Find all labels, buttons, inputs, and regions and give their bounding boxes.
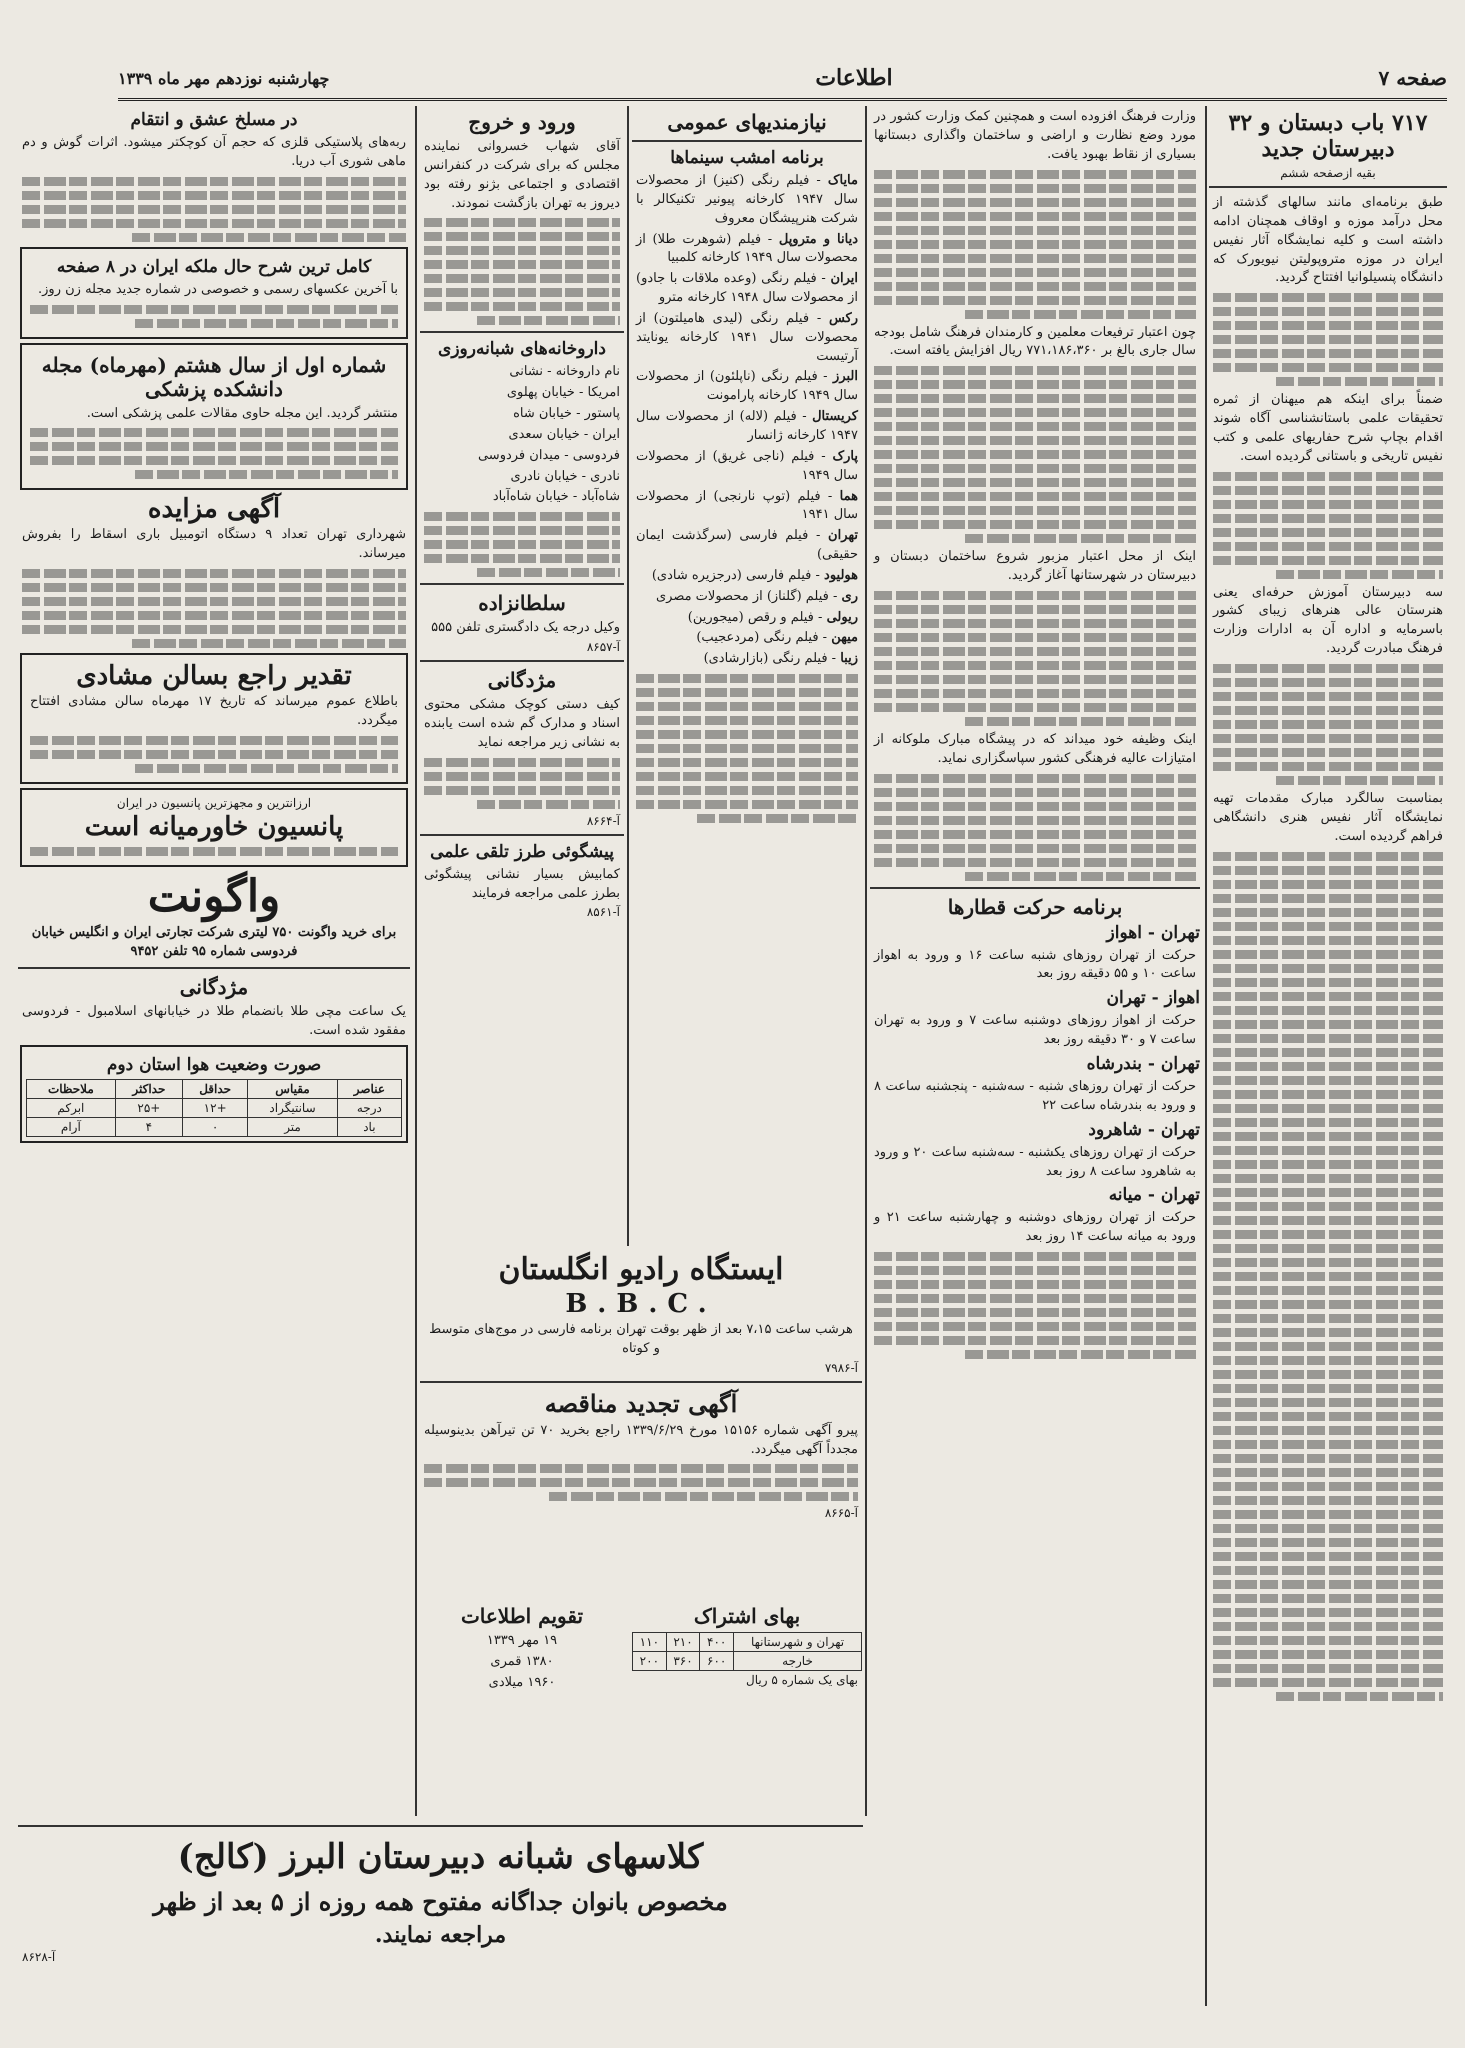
- weather-box: [20, 1045, 408, 1143]
- train-route-text: حرکت از تهران روزهای شنبه ساعت ۱۶ و ورود به اهواز ساعت ۱۰ و ۵۵ دقیقه روز بعد: [874, 947, 1196, 982]
- cinema-program: فیلم رنگی (ناپلئون) از محصولات سال ۱۹۴۹ کارخانه پارامونت: [636, 369, 858, 404]
- ad-text: کیف دستی کوچک مشکی محتوی اسناد و مدارک گم شده است یابنده به نشانی زیر مراجعه نماید: [424, 697, 620, 750]
- ad-text: وکیل درجه یک دادگستری تلفن ۵۵۵: [431, 620, 620, 636]
- cinema-name: رکس: [828, 310, 858, 326]
- cinema-name: ری: [841, 588, 858, 604]
- radio-text: هرشب ساعت ۷،۱۵ بعد از ظهر بوقت تهران برنامه فارسی در موج‌های متوسط و کوتاه: [429, 1322, 853, 1356]
- cinema-program: فیلم (گلناز) از محصولات مصری: [655, 588, 829, 604]
- calendar-title: تقویم اطلاعات: [460, 1604, 584, 1628]
- ad-text: منتشر گردید. این مجله حاوی مقالات علمی پزشکی است.: [86, 405, 398, 421]
- tender-text: پیرو آگهی شماره ۱۵۱۵۶ مورخ ۱۳۳۹/۶/۲۹ راجع بخرید ۷۰ تن تیرآهن بدینوسیله مجدداً آگهی میگردد.: [424, 1422, 858, 1457]
- ad-title: واگونت: [147, 870, 281, 922]
- cinema-name: زیبا: [840, 651, 858, 667]
- cinema-name: تهران: [828, 528, 858, 544]
- train-route-text: حرکت از تهران روزهای دوشنبه و چهارشنبه ساعت ۲۱ و ورود به میانه ساعت ۱۴ روز بعد: [874, 1210, 1196, 1245]
- newspaper-name: اطلاعات: [815, 65, 893, 91]
- cinema-name: البرز: [833, 369, 858, 385]
- pharmacy-item: نام داروخانه - نشانی: [509, 364, 620, 380]
- subscription-note: بهای یک شماره ۵ ریال: [746, 1673, 858, 1687]
- ad-box: [20, 247, 408, 339]
- subscription-table: [632, 1632, 862, 1671]
- calendar-box: [420, 1600, 624, 1810]
- tender-code: آ-۸۶۶۵: [824, 1506, 858, 1521]
- ad-box: [20, 788, 408, 867]
- train-route-text: حرکت از تهران روزهای شنبه - سه‌شنبه - پنجشنبه ساعت ۸ و ورود به بندرشاه ساعت ۲۲: [874, 1078, 1196, 1113]
- article-paragraph: طبق برنامه‌ای مانند سالهای گذشته از محل درآمد موزه و اوقاف همچنان ادامه داشته است و کلیه نمایشگاه آثار نفیس ایران در موزه متروپولیتن نیویورک که دانشگاه پنسیلوانیا افتتاح گردید.: [1213, 195, 1443, 286]
- train-schedule-title: برنامه حرکت قطارها: [947, 894, 1123, 919]
- train-route: تهران - شاهرود: [1088, 1119, 1200, 1140]
- table-row: تهران و شهرستانها ۴۰۰ ۲۱۰ ۱۱۰: [633, 1633, 862, 1652]
- ad-text: ارزانترین و مجهزترین پانسیون در ایران: [116, 795, 312, 810]
- cinema-program: فیلم و رقص (میجورین): [687, 609, 814, 625]
- ad-text: کمابیش بسیار نشانی پیشگوئی بطرز علمی مراجعه فرمایند: [424, 866, 620, 901]
- article-subtitle: بقیه ازصفحه ششم: [1280, 166, 1376, 180]
- subscription-box: [632, 1600, 862, 1810]
- weather-table: [26, 1079, 402, 1137]
- announcements-column: [420, 106, 624, 1246]
- radio-code: آ-۷۹۸۶: [824, 1360, 858, 1375]
- article-paragraph: ضمناً برای اینکه هم میهنان از ثمره تحقیقات علمی باستانشناسی آگاه شوند اقدام بچاپ شرح حفاریهای علمی و کتب نفیس تاریخی و باستانی گردیده است.: [1213, 392, 1443, 464]
- article-paragraph: بمناسبت سالگرد مبارک مقدمات تهیه نمایشگاه آثار نفیس هنری دانشگاهی فراهم گردیده است.: [1213, 790, 1443, 844]
- article-paragraph: چون اعتبار ترفیعات معلمین و کارمندان فرهنگ شامل بودجه سال جاری بالغ بر ۷۷۱،۱۸۶،۳۶۰ ریال افزایش یافته است.: [874, 324, 1196, 359]
- ad-title: مژدگانی: [487, 668, 557, 693]
- cinema-program: فیلم (شوهرت طلا) از محصولات سال ۱۹۴۹ کارخانه کلمبیا: [636, 231, 858, 266]
- article-paragraph: اینک از محل اعتبار مزبور شروع ساختمان دبستان و دبیرستان در شهرستانها آغاز گردید.: [874, 549, 1196, 584]
- calendar-row: ۱۹۶۰ میلادی: [488, 1674, 556, 1690]
- issue-date: چهارشنبه نوزدهم مهر ماه ۱۳۳۹: [118, 68, 330, 88]
- ad-title: شماره اول از سال هشتم (مهرماه) مجله دانشکده پزشکی: [41, 352, 387, 401]
- article-paragraph: وزارت فرهنگ افزوده است و همچنین کمک وزارت کشور در مورد وضع نظارت و اراضی و ساختمان واگذاری دبستانها بسیاری از نقاط بهبود یافت.: [874, 109, 1196, 162]
- cinema-name: مایاک: [827, 173, 858, 188]
- ad-text: ربه‌های پلاستیکی قلزی که حجم آن کوچکتر میشود. اثرات گوش و دم ماهی شوری آب دریا.: [22, 135, 406, 169]
- cinema-name: هولیود: [824, 567, 858, 583]
- ad-title: تقدیر راجع بسالن مشادی: [76, 661, 352, 692]
- train-route: تهران - اهواز: [1106, 922, 1200, 943]
- pharmacy-item: امریکا - خیابان پهلوی: [506, 385, 620, 401]
- ad-title: در مسلخ عشق و انتقام: [130, 110, 298, 130]
- cinema-program: فیلم (لاله) از محصولات سال ۱۹۴۷ کارخانه ژانسار: [636, 409, 858, 443]
- train-route: تهران - میانه: [1108, 1185, 1200, 1206]
- ad-box: [20, 343, 408, 491]
- cinema-program: فیلم رنگی (کنیز) از محصولات سال ۱۹۴۷ کارخانه پیونیر تکنیکالر با شرکت هنرپیشگان معروف: [636, 173, 858, 226]
- pharmacy-item: فردوسی - میدان فردوسی: [477, 447, 620, 463]
- arrivals-text: آقای شهاب خسروانی نماینده مجلس که برای شرکت در کنفرانس اقتصادی و اجتماعی بژنو رفته بود دیروز به تهران بازگشت نمودند.: [424, 139, 620, 211]
- cinema-name: پارک: [832, 448, 858, 464]
- cinema-program: فیلم رنگی (وعده ملاقات با جادو) از محصولات سال ۱۹۴۸ کارخانه مترو: [636, 271, 858, 306]
- article-title: ۷۱۷ باب دبستان و ۳۲ دبیرستان جدید: [1228, 110, 1428, 162]
- calendar-row: ۱۹ مهر ۱۳۳۹: [486, 1633, 558, 1648]
- auction-title: آگهی مزایده: [147, 494, 281, 525]
- cinema-name: دیانا و متروپل: [778, 231, 858, 247]
- ad-code: آ-۸۶۶۴: [586, 813, 620, 828]
- classifieds-cinema: نیازمندیهای عمومی برنامه امشب سینماها مایاک - فیلم رنگی (کنیز) از محصولات سال ۱۹۴۷ کارخانه پیونیر تکنیکالر با شرکت هنرپیشگان معروف دیانا و متروپل - فیلم (شوهرت طلا) از محصولات سال ۱۹۴۹ کارخانه کلمبیا ایران - فیلم رنگی (وعده ملاقات با جادو) از محصولات سال ۱۹۴۸ کارخانه مترو رکس - فیلم رنگی (لیدی هامیلتون) از محصولات سال ۱۹۴۱ کارخانه یونایتد آرتیست البرز - فیلم رنگی (ناپلئون) از محصولات سال ۱۹۴۹ کارخانه پارامونت کریستال - فیلم (لاله) از محصولات سال ۱۹۴۷ کارخانه ژانسار پارک - فیلم (ناجی غریق) از محصولات سال ۱۹۴۹ هما - فیلم (توپ نارنجی) از محصولات سال ۱۹۴۱ تهران - فیلم فارسی (سرگذشت ایمان حقیقی) هولیود - فیلم فارسی (درجزیره شادی) ری - فیلم (گلناز) از محصولات مصری ریولی - فیلم و رقص (میجورین) میهن - فیلم رنگی (مردعجیب) زیبا - فیلم رنگی (بازارشادی): [632, 106, 862, 1246]
- cinema-program: فیلم رنگی (لیدی هامیلتون) از محصولات سال ۱۹۴۱ کارخانه یونایتد آرتیست: [636, 310, 858, 364]
- train-route-text: حرکت از اهواز روزهای دوشنبه ساعت ۷ و ورود به تهران ساعت ۷ و ۳۰ دقیقه روز بعد: [874, 1013, 1196, 1048]
- train-route: تهران - بندرشاه: [1086, 1053, 1200, 1074]
- ad-code: آ-۸۶۵۷: [586, 640, 620, 655]
- tender-title: آگهی تجدید مناقصه: [544, 1388, 738, 1418]
- bbc-logo: B.B.C.: [565, 1289, 717, 1319]
- footer-line2: مخصوص بانوان جداگانه مفتوح همه روزه از ۵ بعد از ظهر: [153, 1887, 728, 1916]
- ad-title: پیشگوئی طرز تلقی علمی: [430, 841, 614, 862]
- table-row: باد متر ۰ ۴ آرام: [27, 1118, 402, 1137]
- arrivals-title: ورود و خروج: [468, 110, 576, 134]
- cinema-name: میهن: [831, 630, 858, 646]
- radio-title: ایستگاه رادیو انگلستان: [498, 1252, 784, 1287]
- page-header: [118, 58, 1447, 101]
- table-row: خارجه ۶۰۰ ۳۶۰ ۲۰۰: [633, 1652, 862, 1671]
- ad-title: سلطانزاده: [478, 591, 566, 616]
- article-continuation: [870, 106, 1200, 2006]
- article-paragraph: سه دبیرستان آموزش حرفه‌ای یعنی هنرستان عالی هنرهای زیبای کشور باسرمایه و اداره آن به ادارات وزارت فرهنگ مبادرت گردید.: [1213, 584, 1443, 657]
- cinema-name: ایران: [830, 271, 858, 287]
- cinema-name: کریستال: [812, 409, 858, 425]
- subscription-title: بهای اشتراک: [693, 1604, 801, 1628]
- ads-column: [18, 106, 410, 1806]
- pharmacy-item: ایران - خیابان سعدی: [508, 426, 620, 442]
- cinema-program: فیلم رنگی (مردعجیب): [696, 630, 819, 646]
- cinema-program: فیلم رنگی (بازارشادی): [703, 651, 828, 667]
- article-new-schools: [1209, 106, 1447, 2006]
- article-paragraph: اینک وظیفه خود میداند که در پیشگاه مبارک ملوکانه از امتیازات عالیه فرهنگی کشور سپاسگزاری نماید.: [874, 731, 1196, 766]
- calendar-row: ۱۳۸۰ قمری: [490, 1653, 554, 1669]
- footer-line3: مراجعه نمایند.: [374, 1922, 507, 1948]
- cinema-program: فیلم (توپ نارنجی) از محصولات سال ۱۹۴۱: [636, 488, 858, 523]
- pharmacy-item: شاه‌آباد - خیابان شاه‌آباد: [492, 489, 620, 505]
- pharmacy-item: پاستور - خیابان شاه: [513, 406, 620, 422]
- table-row: درجه سانتیگراد +۱۲ +۲۵ ابرکم: [27, 1099, 402, 1118]
- ad-text: یک ساعت مچی طلا بانضمام طلا در خیابانهای اسلامبول - فردوسی مفقود شده است.: [22, 1004, 406, 1039]
- classifieds-title: نیازمندیهای عمومی: [667, 110, 827, 134]
- radio-and-tender: [420, 1250, 862, 1580]
- cinema-program: فیلم (ناجی غریق) از محصولات سال ۱۹۴۹: [636, 448, 858, 483]
- ad-text: برای خرید واگونت ۷۵۰ لیتری شرکت تجارتی ایران و انگلیس خیابان فردوسی شماره ۹۵ تلفن ۹۴۵۲: [31, 924, 397, 959]
- pharmacy-title: داروخانه‌های شبانه‌روزی: [438, 339, 606, 360]
- ad-text: با آخرین عکسهای رسمی و خصوصی در شماره جدید مجله زن روز.: [38, 281, 398, 297]
- weather-title: صورت وضعیت هوا استان دوم: [106, 1055, 322, 1076]
- footer-code: آ-۸۶۲۸: [22, 1950, 56, 1964]
- cinema-name: هما: [839, 488, 858, 504]
- train-route-text: حرکت از تهران روزهای یکشنبه - سه‌شنبه ساعت ۲۰ و ورود به شاهرود ساعت ۸ روز بعد: [874, 1144, 1196, 1179]
- page-number: صفحه ۷: [1378, 66, 1447, 90]
- ad-title: مژدگانی: [179, 975, 249, 1000]
- footer-line1: کلاسهای شبانه دبیرستان البرز (کالج): [177, 1837, 704, 1877]
- auction-text: شهرداری تهران تعداد ۹ دستگاه اتومبیل باری اسقاط را بفروش میرساند.: [22, 527, 406, 562]
- table-row: عناصر مقیاس حداقل حداکثر ملاحظات: [27, 1080, 402, 1099]
- pharmacy-item: نادری - خیابان نادری: [510, 468, 620, 484]
- ad-code: آ-۸۵۶۱: [586, 905, 620, 920]
- ad-text: باطلاع عموم میرساند که تاریخ ۱۷ مهرماه سالن مشادی افتتاح میگردد.: [30, 694, 398, 728]
- ad-box: [20, 653, 408, 784]
- cinema-program: فیلم فارسی (سرگذشت ایمان حقیقی): [636, 528, 858, 563]
- cinema-name: ریولی: [826, 609, 858, 625]
- cinema-program-title: برنامه امشب سینماها: [670, 148, 824, 168]
- cinema-program: فیلم فارسی (درجزیره شادی): [651, 567, 812, 583]
- footer-ad: [18, 1825, 863, 2027]
- ad-title: کامل ترین شرح حال ملکه ایران در ۸ صفحه: [56, 256, 372, 277]
- train-route: اهواز - تهران: [1106, 988, 1200, 1009]
- ad-title: پانسیون خاورمیانه است: [84, 811, 344, 842]
